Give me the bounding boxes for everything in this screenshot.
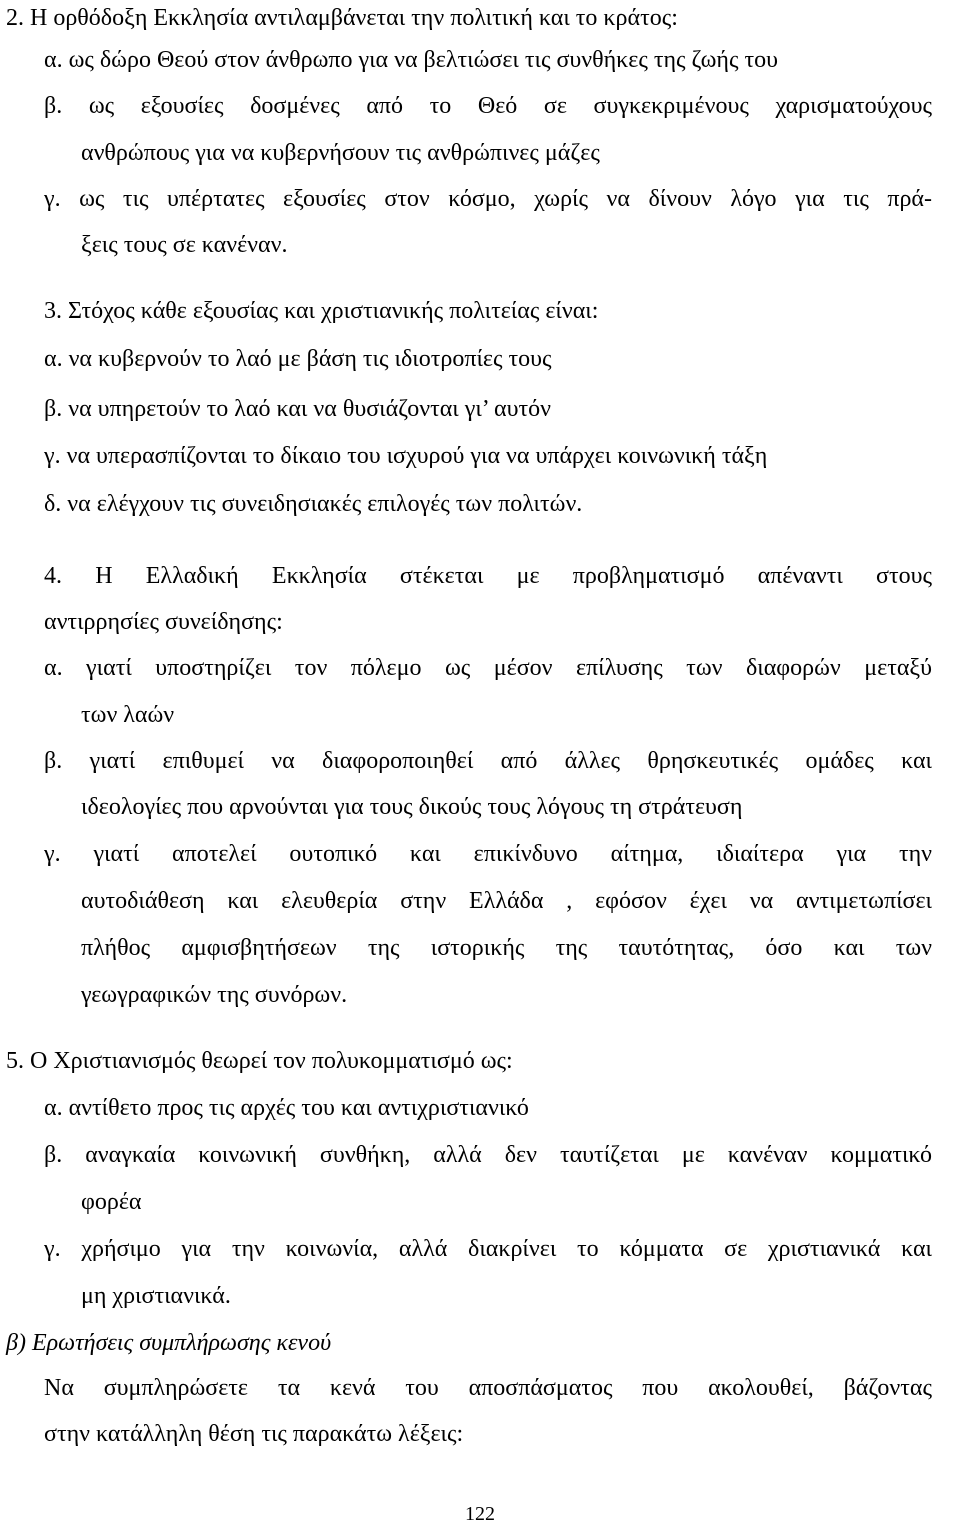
question-3-stem: 3. Στόχος κάθε εξουσίας και χριστιανικής πολιτείας είναι: — [44, 298, 599, 324]
question-2-option-b-line-2: ανθρώπους για να κυβερνήσουν τις ανθρώπινες μάζες — [81, 140, 600, 166]
section-heading: β) Ερωτήσεις συμπλήρωσης κενού — [6, 1330, 332, 1356]
question-4-option-a-line-1: α. γιατί υποστηρίζει τον πόλεμο ως μέσον επίλυσης των διαφορών μεταξύ — [44, 655, 932, 681]
question-2-option-b-line-1: β. ως εξουσίες δοσμένες από το Θεό σε συγκεκριμένους χαρισματούχους — [44, 93, 932, 119]
question-5-option-c-line-2: μη χριστιανικά. — [81, 1283, 231, 1309]
question-4-stem-line-1: 4. Η Ελλαδική Εκκλησία στέκεται με προβληματισμό απέναντι στους — [44, 563, 932, 589]
question-4-option-c-line-4: γεωγραφικών της συνόρων. — [81, 982, 348, 1008]
question-4-stem-line-2: αντιρρησίες συνείδησης: — [44, 609, 283, 635]
question-5-option-b-line-1: β. αναγκαία κοινωνική συνθήκη, αλλά δεν ταυτίζεται με κανέναν κομματικό — [44, 1142, 932, 1168]
question-4-option-c-line-3: πλήθος αμφισβητήσεων της ιστορικής της ταυτότητας, όσο και των — [81, 935, 932, 961]
question-4-option-b-line-1: β. γιατί επιθυμεί να διαφοροποιηθεί από άλλες θρησκευτικές ομάδες και — [44, 748, 932, 774]
question-5-option-c-line-1: γ. χρήσιμο για την κοινωνία, αλλά διακρίνει το κόμματα σε χριστιανικά και — [44, 1236, 932, 1262]
question-3-option-c: γ. να υπερασπίζονται το δίκαιο του ισχυρού για να υπάρχει κοινωνική τάξη — [44, 443, 768, 469]
section-intro-line-1: Να συμπληρώσετε τα κενά του αποσπάσματος που ακολουθεί, βάζοντας — [44, 1375, 932, 1401]
question-5-option-a: α. αντίθετο προς τις αρχές του και αντιχριστιανικό — [44, 1095, 529, 1121]
question-2-option-c-line-1: γ. ως τις υπέρτατες εξουσίες στον κόσμο, χωρίς να δίνουν λόγο για τις πρά- — [44, 186, 932, 212]
question-5-stem: 5. Ο Χριστιανισμός θεωρεί τον πολυκομματισμό ως: — [6, 1048, 513, 1074]
question-5-option-b-line-2: φορέα — [81, 1189, 142, 1215]
question-3-option-b: β. να υπηρετούν το λαό και να θυσιάζονται γι’ αυτόν — [44, 396, 551, 422]
question-2-option-a: α. ως δώρο Θεού στον άνθρωπο για να βελτιώσει τις συνθήκες της ζωής του — [44, 47, 779, 73]
page-number: 122 — [465, 1503, 495, 1525]
question-4-option-c-line-1: γ. γιατί αποτελεί ουτοπικό και επικίνδυνο αίτημα, ιδιαίτερα για την — [44, 841, 932, 867]
question-4-option-c-line-2: αυτοδιάθεση και ελευθερία στην Ελλάδα , εφόσον έχει να αντιμετωπίσει — [81, 888, 932, 914]
question-4-option-a-line-2: των λαών — [81, 702, 175, 728]
question-2-option-c-line-2: ξεις τους σε κανέναν. — [81, 232, 288, 258]
question-3-option-d: δ. να ελέγχουν τις συνειδησιακές επιλογές των πολιτών. — [44, 491, 583, 517]
question-4-option-b-line-2: ιδεολογίες που αρνούνται για τους δικούς τους λόγους τη στράτευση — [81, 794, 743, 820]
section-intro-line-2: στην κατάλληλη θέση τις παρακάτω λέξεις: — [44, 1421, 464, 1447]
question-3-option-a: α. να κυβερνούν το λαό με βάση τις ιδιοτροπίες τους — [44, 346, 552, 372]
question-2-stem: 2. Η ορθόδοξη Εκκλησία αντιλαμβάνεται την πολιτική και το κράτος: — [6, 5, 678, 31]
